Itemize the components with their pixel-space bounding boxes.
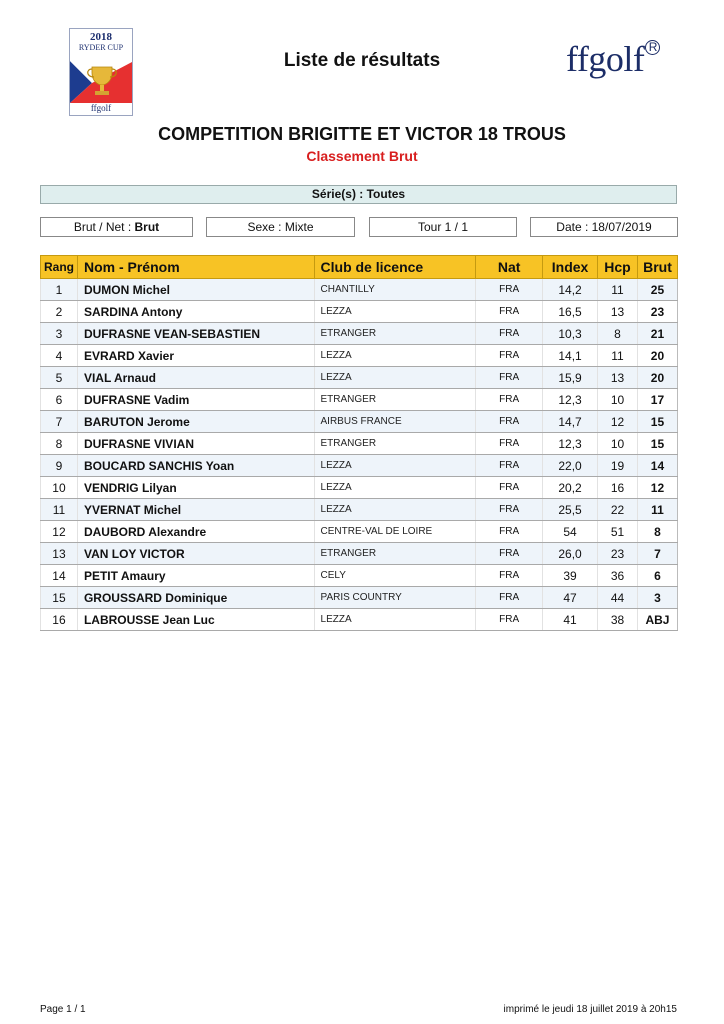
cell-hcp: 8 [598, 323, 638, 345]
cell-hcp: 10 [598, 433, 638, 455]
cell-brut: 14 [637, 455, 677, 477]
table-row [41, 609, 678, 631]
ffgolf-logo [566, 38, 659, 80]
document-type-title: Liste de résultats [283, 50, 441, 71]
cell-brut: 3 [637, 587, 677, 609]
table-row [41, 521, 678, 543]
cell-brut: 15 [637, 411, 677, 433]
cell-club: LEZZA [314, 301, 476, 323]
cell-index: 12,3 [543, 433, 598, 455]
table-row [41, 455, 678, 477]
cell-nat: FRA [476, 521, 543, 543]
cell-index: 14,7 [543, 411, 598, 433]
brut-net-label: Brut / Net : [73, 220, 132, 234]
cell-nat: FRA [476, 323, 543, 345]
cell-brut: 7 [637, 543, 677, 565]
cell-hcp: 23 [598, 543, 638, 565]
col-club: Club de licence [314, 256, 476, 279]
cell-club: ETRANGER [314, 543, 476, 565]
cell-hcp: 22 [598, 499, 638, 521]
date-box: Date : 18/07/2019 [530, 217, 678, 237]
ryder-cup-logo [69, 28, 133, 116]
competition-title: COMPETITION BRIGITTE ET VICTOR 18 TROUS [158, 124, 566, 144]
cell-club: CHANTILLY [314, 279, 476, 301]
col-rang: Rang [41, 256, 78, 279]
cell-index: 25,5 [543, 499, 598, 521]
cell-hcp: 36 [598, 565, 638, 587]
cell-brut: 12 [637, 477, 677, 499]
table-row [41, 345, 678, 367]
ryder-year: 2018 [90, 31, 112, 43]
cell-nom: PETIT Amaury [77, 565, 314, 587]
cell-nom: DUFRASNE Vadim [77, 389, 314, 411]
cell-index: 14,2 [543, 279, 598, 301]
col-brut: Brut [637, 256, 677, 279]
cell-index: 39 [543, 565, 598, 587]
table-row [41, 323, 678, 345]
table-row [41, 279, 678, 301]
cell-rang: 15 [41, 587, 78, 609]
table-row [41, 587, 678, 609]
cell-nom: DUMON Michel [77, 279, 314, 301]
cell-brut: 23 [637, 301, 677, 323]
results-table [40, 255, 678, 631]
cell-index: 54 [543, 521, 598, 543]
cell-brut: 25 [637, 279, 677, 301]
cell-brut: ABJ [637, 609, 677, 631]
table-row [41, 411, 678, 433]
cell-rang: 4 [41, 345, 78, 367]
cell-nat: FRA [476, 345, 543, 367]
cell-index: 12,3 [543, 389, 598, 411]
cell-brut: 17 [637, 389, 677, 411]
cell-nat: FRA [476, 477, 543, 499]
table-row [41, 499, 678, 521]
table-row [41, 433, 678, 455]
cell-nat: FRA [476, 609, 543, 631]
cell-hcp: 19 [598, 455, 638, 477]
table-row [41, 301, 678, 323]
cell-rang: 7 [41, 411, 78, 433]
cell-nom: DAUBORD Alexandre [77, 521, 314, 543]
trophy-flag-icon [70, 53, 133, 103]
ffgolf-logo-text: ffgolf [566, 39, 645, 79]
table-header-row [41, 256, 678, 279]
cell-rang: 10 [41, 477, 78, 499]
cell-hcp: 13 [598, 301, 638, 323]
cell-index: 47 [543, 587, 598, 609]
table-row [41, 367, 678, 389]
cell-nom: VENDRIG Lilyan [77, 477, 314, 499]
cell-rang: 1 [41, 279, 78, 301]
cell-rang: 9 [41, 455, 78, 477]
tour-box: Tour 1 / 1 [369, 217, 517, 237]
classement-subtitle: Classement Brut [306, 148, 418, 164]
cell-index: 16,5 [543, 301, 598, 323]
cell-rang: 6 [41, 389, 78, 411]
cell-index: 14,1 [543, 345, 598, 367]
cell-rang: 8 [41, 433, 78, 455]
cell-nat: FRA [476, 279, 543, 301]
cell-rang: 3 [41, 323, 78, 345]
cell-nom: BARUTON Jerome [77, 411, 314, 433]
cell-nom: SARDINA Antony [77, 301, 314, 323]
brut-net-value: Brut [134, 220, 160, 234]
registered-icon: R [645, 40, 660, 55]
cell-club: LEZZA [314, 477, 476, 499]
cell-index: 15,9 [543, 367, 598, 389]
cell-index: 26,0 [543, 543, 598, 565]
cell-nom: YVERNAT Michel [77, 499, 314, 521]
cell-brut: 15 [637, 433, 677, 455]
sexe-box: Sexe : Mixte [206, 217, 355, 237]
table-row [41, 389, 678, 411]
cell-brut: 11 [637, 499, 677, 521]
cell-club: LEZZA [314, 499, 476, 521]
cell-club: CELY [314, 565, 476, 587]
cell-club: LEZZA [314, 367, 476, 389]
table-row [41, 543, 678, 565]
page-number: Page 1 / 1 [40, 1004, 86, 1015]
cell-nat: FRA [476, 455, 543, 477]
cell-club: LEZZA [314, 455, 476, 477]
cell-nom: BOUCARD SANCHIS Yoan [77, 455, 314, 477]
col-index: Index [543, 256, 598, 279]
cell-rang: 5 [41, 367, 78, 389]
cell-hcp: 12 [598, 411, 638, 433]
ryder-ffgolf: ffgolf [90, 103, 112, 113]
cell-nom: EVRARD Xavier [77, 345, 314, 367]
cell-nom: LABROUSSE Jean Luc [77, 609, 314, 631]
cell-nom: VIAL Arnaud [77, 367, 314, 389]
cell-index: 22,0 [543, 455, 598, 477]
brut-net-box [40, 217, 193, 237]
cell-rang: 12 [41, 521, 78, 543]
cell-nat: FRA [476, 565, 543, 587]
cell-hcp: 11 [598, 345, 638, 367]
cell-nat: FRA [476, 389, 543, 411]
cell-club: LEZZA [314, 609, 476, 631]
cell-hcp: 10 [598, 389, 638, 411]
col-nom: Nom - Prénom [77, 256, 314, 279]
cell-index: 10,3 [543, 323, 598, 345]
cell-rang: 16 [41, 609, 78, 631]
cell-hcp: 44 [598, 587, 638, 609]
cell-club: ETRANGER [314, 433, 476, 455]
cell-club: PARIS COUNTRY [314, 587, 476, 609]
cell-hcp: 11 [598, 279, 638, 301]
cell-nat: FRA [476, 587, 543, 609]
cell-nom: DUFRASNE VEAN-SEBASTIEN [77, 323, 314, 345]
print-timestamp: imprimé le jeudi 18 juillet 2019 à 20h15 [503, 1004, 677, 1015]
cell-nom: DUFRASNE VIVIAN [77, 433, 314, 455]
cell-nom: GROUSSARD Dominique [77, 587, 314, 609]
cell-nat: FRA [476, 367, 543, 389]
table-row [41, 565, 678, 587]
cell-nat: FRA [476, 543, 543, 565]
col-nat: Nat [476, 256, 543, 279]
cell-brut: 8 [637, 521, 677, 543]
cell-index: 20,2 [543, 477, 598, 499]
cell-rang: 14 [41, 565, 78, 587]
cell-nat: FRA [476, 499, 543, 521]
cell-club: ETRANGER [314, 323, 476, 345]
cell-club: CENTRE-VAL DE LOIRE [314, 521, 476, 543]
cell-index: 41 [543, 609, 598, 631]
cell-rang: 13 [41, 543, 78, 565]
cell-club: LEZZA [314, 345, 476, 367]
cell-hcp: 51 [598, 521, 638, 543]
cell-brut: 20 [637, 367, 677, 389]
cell-rang: 11 [41, 499, 78, 521]
cell-hcp: 16 [598, 477, 638, 499]
cell-hcp: 13 [598, 367, 638, 389]
ryder-name: RYDER CUP [78, 43, 124, 52]
cell-hcp: 38 [598, 609, 638, 631]
col-hcp: Hcp [598, 256, 638, 279]
series-banner: Série(s) : Toutes [40, 185, 677, 204]
cell-nat: FRA [476, 433, 543, 455]
cell-nat: FRA [476, 411, 543, 433]
cell-brut: 20 [637, 345, 677, 367]
cell-club: ETRANGER [314, 389, 476, 411]
cell-club: AIRBUS FRANCE [314, 411, 476, 433]
cell-brut: 21 [637, 323, 677, 345]
table-row [41, 477, 678, 499]
cell-brut: 6 [637, 565, 677, 587]
cell-rang: 2 [41, 301, 78, 323]
cell-nom: VAN LOY VICTOR [77, 543, 314, 565]
cell-nat: FRA [476, 301, 543, 323]
